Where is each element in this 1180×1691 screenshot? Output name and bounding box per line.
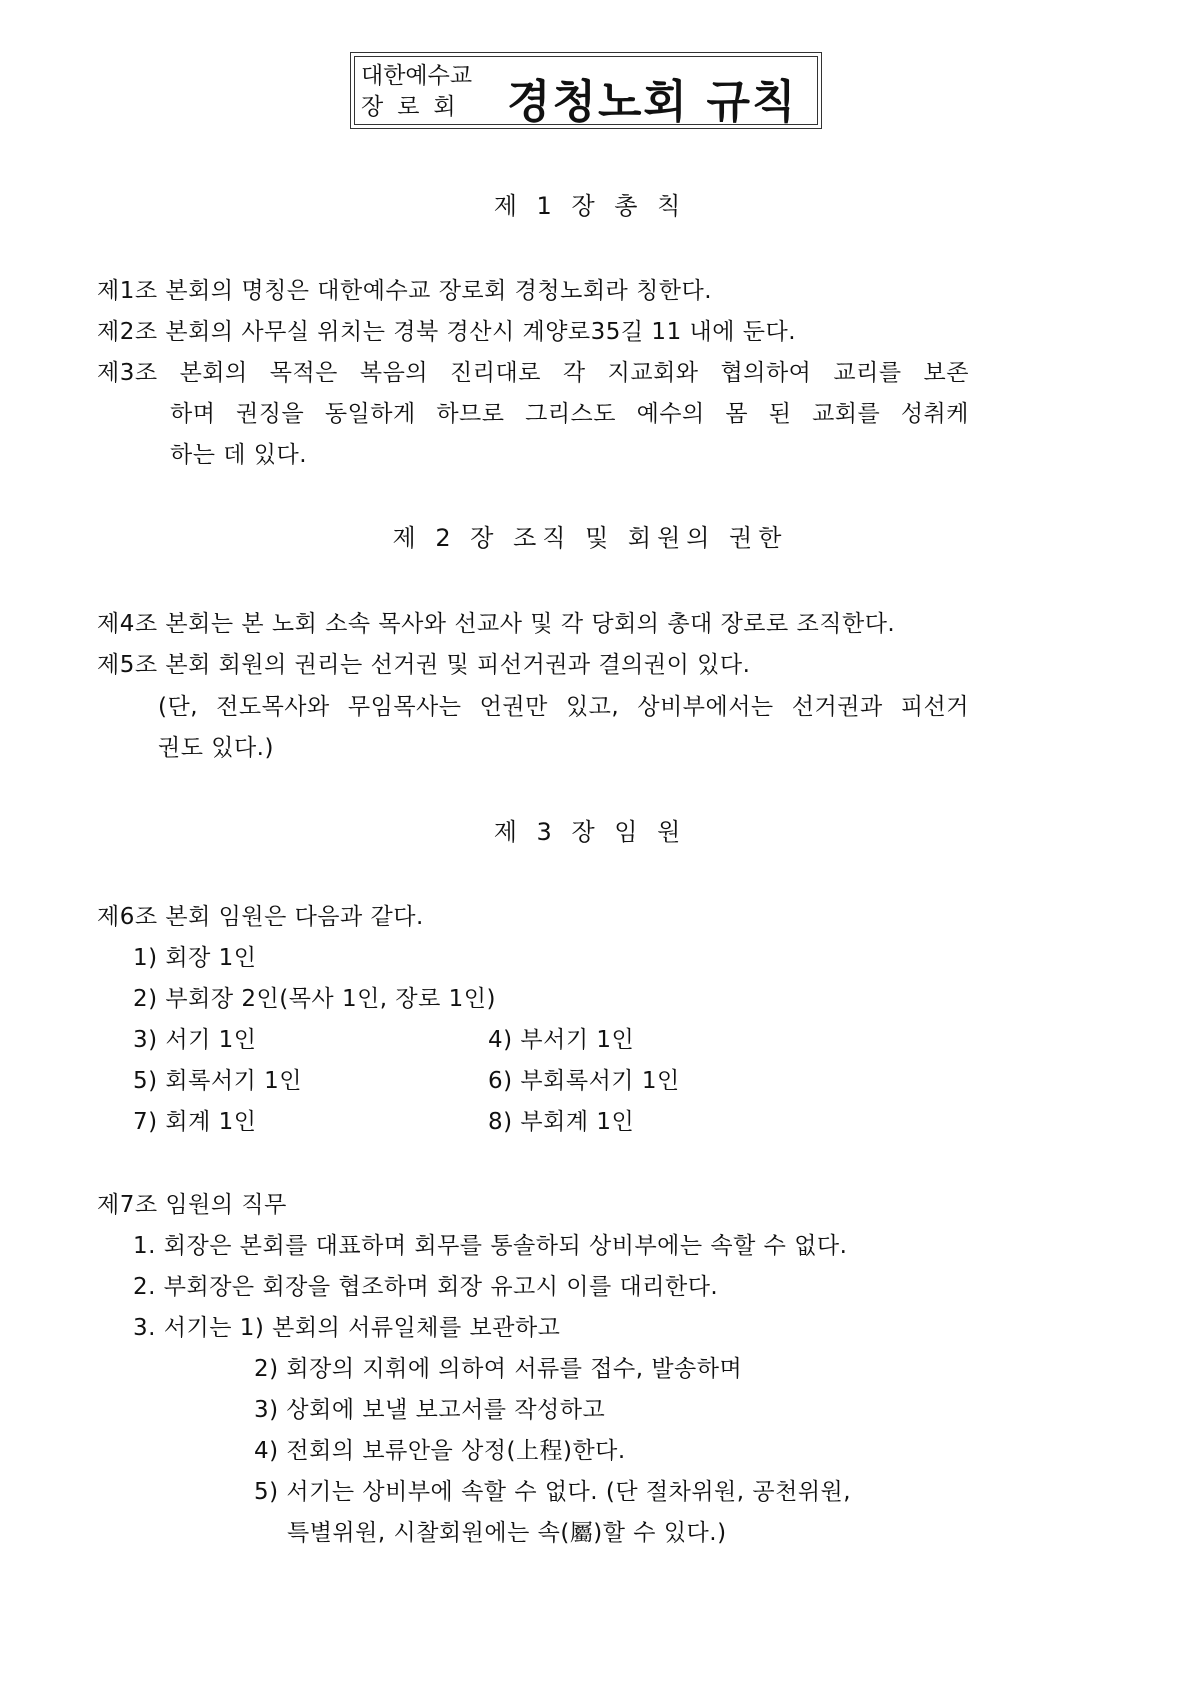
- secretary-duty: 5) 서기는 상비부에 속할 수 없다. (단 절차위원, 공천위원,: [254, 1479, 852, 1505]
- denomination-line1: 대한예수교: [361, 63, 473, 89]
- chapter-3-heading: 제 3 장 임 원: [493, 818, 687, 846]
- officer-item: 3) 서기 1인: [133, 1027, 257, 1053]
- title-inner-border: [354, 56, 818, 128]
- article-5-note-line2: 권도 있다.): [158, 735, 274, 761]
- duty-item: 2. 부회장은 회장을 협조하며 회장 유고시 이를 대리한다.: [133, 1274, 719, 1300]
- officer-item: 1) 회장 1인: [133, 945, 257, 971]
- secretary-duty: 2) 회장의 지휘에 의하여 서류를 접수, 발송하며: [254, 1356, 743, 1382]
- denomination-label: [361, 61, 472, 123]
- document-title-box: [350, 52, 822, 129]
- secretary-duty: 3) 상회에 보낼 보고서를 작성하고: [254, 1397, 606, 1423]
- article-3-line1: 제3조 본회의 목적은 복음의 진리대로 각 지교회와 협의하여 교리를 보존: [97, 360, 969, 386]
- officer-item: 7) 회계 1인: [133, 1109, 257, 1135]
- document-title: 경청노회 규칙: [507, 75, 798, 128]
- officer-item: 6) 부회록서기 1인: [488, 1068, 680, 1094]
- article-6: 제6조 본회 임원은 다음과 같다.: [97, 904, 424, 930]
- duty-item: 1. 회장은 본회를 대표하며 회무를 통솔하되 상비부에는 속할 수 없다.: [133, 1233, 848, 1259]
- denomination-line2: 장로회: [361, 94, 470, 120]
- secretary-duty: 4) 전회의 보류안을 상정(上程)한다.: [254, 1438, 626, 1464]
- officer-item: 5) 회록서기 1인: [133, 1068, 302, 1094]
- article-3-line3: 하는 데 있다.: [170, 442, 308, 468]
- secretary-duty-continued: 특별위원, 시찰회원에는 속(屬)할 수 있다.): [287, 1520, 727, 1546]
- officer-item: 2) 부회장 2인(목사 1인, 장로 1인): [133, 986, 496, 1012]
- article-3-line2: 하며 권징을 동일하게 하므로 그리스도 예수의 몸 된 교회를 성취케: [170, 401, 969, 427]
- chapter-2-heading: 제 2 장 조직 및 회원의 권한: [392, 524, 788, 552]
- article-2: 제2조 본회의 사무실 위치는 경북 경산시 계양로35길 11 내에 둔다.: [97, 319, 797, 345]
- chapter-1-heading: 제 1 장 총 칙: [493, 192, 687, 220]
- officer-item: 4) 부서기 1인: [488, 1027, 635, 1053]
- article-5-note-line1: (단, 전도목사와 무임목사는 언권만 있고, 상비부에서는 선거권과 피선거: [158, 694, 969, 720]
- article-5: 제5조 본회 회원의 권리는 선거권 및 피선거권과 결의권이 있다.: [97, 652, 751, 678]
- officer-item: 8) 부회계 1인: [488, 1109, 635, 1135]
- duty-item: 3. 서기는 1) 본회의 서류일체를 보관하고: [133, 1315, 561, 1341]
- article-7: 제7조 임원의 직무: [97, 1192, 287, 1218]
- article-1: 제1조 본회의 명칭은 대한예수교 장로회 경청노회라 칭한다.: [97, 278, 713, 304]
- article-4: 제4조 본회는 본 노회 소속 목사와 선교사 및 각 당회의 총대 장로로 조직한다.: [97, 611, 896, 637]
